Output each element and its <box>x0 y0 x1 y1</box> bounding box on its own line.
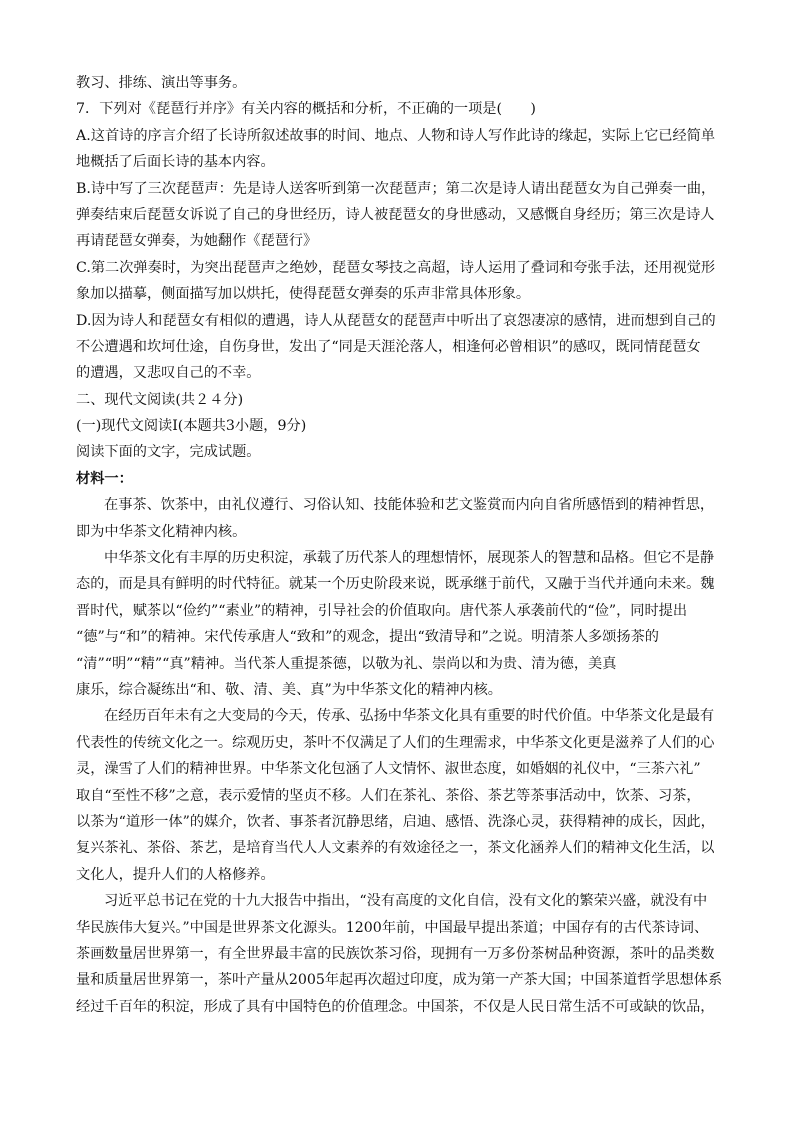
text-line: 习近平总书记在党的十九大报告中指出，“没有高度的文化自信，没有文化的繁荣兴盛，就没有中 <box>104 893 708 910</box>
text-line: C.第二次弹奏时，为突出琵琶声之绝妙，琵琶女琴技之高超，诗人运用了叠词和夸张手法，还用视觉形 <box>76 259 716 276</box>
text-line: 在经历百年未有之大变局的今天，传承、弘扬中华茶文化具有重要的时代价值。中华茶文化是最有 <box>104 708 715 725</box>
text-line: 文化人，提升人们的人格修养。 <box>76 866 275 883</box>
text-line: D.因为诗人和琵琶女有相似的遭遇，诗人从琵琶女的琵琶声中听出了哀怨凄凉的感情，进而想到自己的 <box>76 312 716 329</box>
text-line: 态的，而是具有鲜明的时代特征。就某一个历史阶段来说，既承继于前代，又融于当代并通向未来。魏 <box>76 576 715 593</box>
text-line: 灵，澡雪了人们的精神世界。中华茶文化包涵了人文情怀、淑世态度，如婚姻的礼仪中，“三茶六礼” <box>76 761 701 778</box>
text-line: 取自“至性不移”之意，表示爱情的坚贞不移。人们在茶礼、茶俗、茶艺等茶事活动中，饮茶、习茶， <box>76 787 701 804</box>
text-line: 即为中华茶文化精神内核。 <box>76 523 247 540</box>
text-line: “德”与“和”的精神。宋代传承唐人“致和”的观念，提出“致清导和”之说。明清茶人多颂扬茶的 <box>76 629 659 646</box>
text-line: 不公遭遇和坎坷仕途，自伤身世，发出了“同是天涯沦落人，相逢何必曾相识”的感叹，既同情琵琶女 <box>76 338 701 355</box>
text-line: 7．下列对《琵琶行并序》有关内容的概括和分析，不正确的一项是( ) <box>76 101 536 118</box>
text-line: B.诗中写了三次琵琶声：先是诗人送客听到第一次琵琶声；第二次是诗人请出琵琶女为自己弹奏一曲， <box>76 180 716 197</box>
text-line: 在事茶、饮茶中，由礼仪遵行、习俗认知、技能体验和艺文鉴赏而内向自省所感悟到的精神哲思， <box>104 497 715 514</box>
text-line: 以茶为“道形一体”的媒介，饮者、事茶者沉静思绪，启迪、感悟、洗涤心灵，获得精神的成长，因此， <box>76 813 715 830</box>
document-body <box>76 70 722 1020</box>
text-line: 康乐，综合凝练出“和、敬、清、美、真”为中华茶文化的精神内核。 <box>76 681 502 698</box>
text-line: “清”“明”“精”“真”精神。当代茶人重提茶德，以敬为礼、崇尚以和为贵、清为德，美真 <box>76 655 617 672</box>
text-line: 阅读下面的文字，完成试题。 <box>76 444 261 461</box>
text-line: 弹奏结束后琵琶女诉说了自己的身世经历，诗人被琵琶女的身世感动，又感慨自身经历；第三次是诗人 <box>76 206 715 223</box>
text-line: 再请琵琶女弹奏，为她翻作《琵琶行》 <box>76 233 318 250</box>
text-line: 经过千百年的积淀，形成了具有中国特色的价值理念。中国茶，不仅是人民日常生活不可或缺的饮品， <box>76 998 715 1015</box>
text-line: 茶画数量居世界第一，有全世界最丰富的民族饮茶习俗，现拥有一万多份茶树品种资源，茶叶的品类数 <box>76 945 715 962</box>
text-line: (一)现代文阅读Ⅰ(本题共3小题，9分) <box>76 418 307 435</box>
text-line: 华民族伟大复兴。”中国是世界茶文化源头。1200年前，中国最早提出茶道；中国存有的古代茶诗词、 <box>76 919 709 936</box>
text-line: 象加以描摹，侧面描写加以烘托，使得琵琶女弹奏的乐声非常具体形象。 <box>76 286 531 303</box>
text-line: A.这首诗的序言介绍了长诗所叙述故事的时间、地点、人物和诗人写作此诗的缘起，实际上它已经简单 <box>76 127 716 144</box>
text-line: 二、现代文阅读(共２４分) <box>76 391 244 408</box>
text-line: 复兴茶礼、茶俗、茶艺，是培育当代人人文素养的有效途径之一，茶文化涵养人们的精神文化生活，以 <box>76 840 715 857</box>
text-line: 教习、排练、演出等事务。 <box>76 75 247 91</box>
text-line: 量和质量居世界第一，茶叶产量从2005年起再次超过印度，成为第一产茶大国；中国茶道哲学思想体系 <box>76 972 722 989</box>
text-line: 代表性的传统文化之一。综观历史，茶叶不仅满足了人们的生理需求，中华茶文化更是滋养了人们的心 <box>76 734 715 751</box>
text-line: 地概括了后面长诗的基本内容。 <box>76 154 275 171</box>
text-line: 材料一： <box>76 470 133 487</box>
text-line: 中华茶文化有丰厚的历史积淀，承载了历代茶人的理想情怀，展现茶人的智慧和品格。但它不是静 <box>104 550 715 567</box>
text-line: 的遭遇，又悲叹自己的不幸。 <box>76 365 261 382</box>
text-line: 晋时代，赋茶以“俭约”“素业”的精神，引导社会的价值取向。唐代茶人承袭前代的“俭”，同时提出 <box>76 602 688 619</box>
